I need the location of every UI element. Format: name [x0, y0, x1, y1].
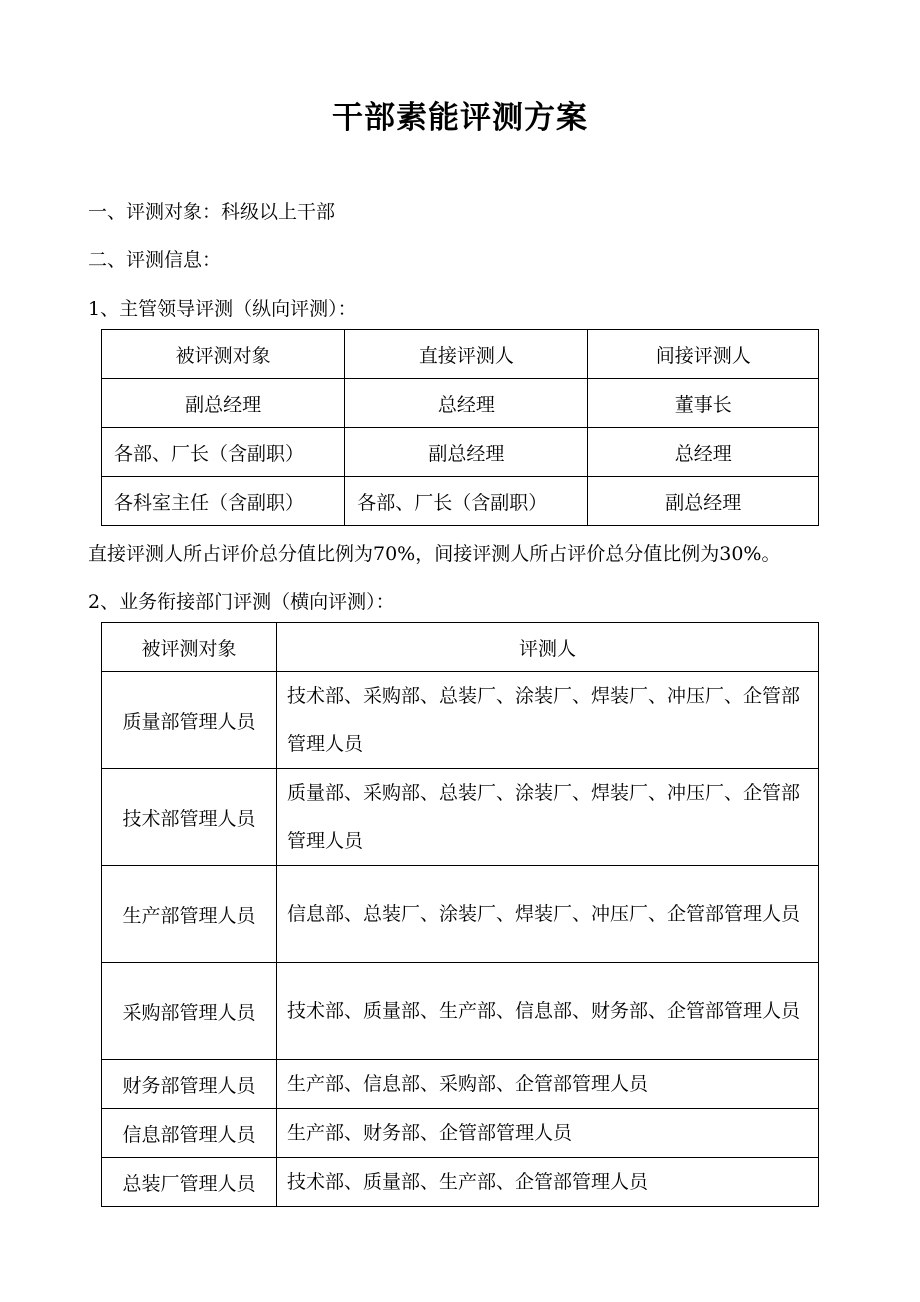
table-cell: 总装厂管理人员 — [102, 1158, 277, 1207]
table-cell: 副总经理 — [345, 428, 588, 477]
table-cell: 各部、厂长（含副职） — [102, 428, 345, 477]
header-cell: 被评测对象 — [102, 623, 277, 672]
table-row — [102, 428, 819, 477]
table-cell: 信息部管理人员 — [102, 1109, 277, 1158]
table-row — [102, 963, 819, 1060]
table-cell: 副总经理 — [102, 379, 345, 428]
table-cell: 生产部、财务部、企管部管理人员 — [277, 1109, 819, 1158]
header-cell: 评测人 — [277, 623, 819, 672]
table-cell: 技术部、质量部、生产部、企管部管理人员 — [277, 1158, 819, 1207]
table-cell: 副总经理 — [588, 477, 819, 526]
table-row — [102, 379, 819, 428]
table-cell: 各科室主任（含副职） — [102, 477, 345, 526]
table-cell: 生产部管理人员 — [102, 866, 277, 963]
table-cell: 质量部管理人员 — [102, 672, 277, 769]
table-cell: 技术部、采购部、总装厂、涂装厂、焊装厂、冲压厂、企管部管理人员 — [277, 672, 819, 769]
table-row — [102, 866, 819, 963]
vertical-evaluation-table — [101, 329, 819, 526]
table-row — [102, 769, 819, 866]
table-cell: 质量部、采购部、总装厂、涂装厂、焊装厂、冲压厂、企管部管理人员 — [277, 769, 819, 866]
table-row — [102, 672, 819, 769]
table-cell: 各部、厂长（含副职） — [345, 477, 588, 526]
table-cell: 董事长 — [588, 379, 819, 428]
subsection-vertical-evaluation: 1、主管领导评测（纵向评测）： — [88, 298, 357, 320]
table-cell: 生产部、信息部、采购部、企管部管理人员 — [277, 1060, 819, 1109]
table-row — [102, 1060, 819, 1109]
section-evaluation-target: 一、评测对象：科级以上干部 — [88, 201, 336, 223]
header-cell: 间接评测人 — [588, 330, 819, 379]
table-row — [102, 1109, 819, 1158]
table-cell: 总经理 — [345, 379, 588, 428]
table-cell: 采购部管理人员 — [102, 963, 277, 1060]
section-evaluation-info: 二、评测信息： — [88, 249, 222, 271]
table-cell: 财务部管理人员 — [102, 1060, 277, 1109]
header-cell: 被评测对象 — [102, 330, 345, 379]
table-row — [102, 1158, 819, 1207]
table-row — [102, 477, 819, 526]
table-header-row — [102, 330, 819, 379]
document-title: 干部素能评测方案 — [332, 100, 588, 136]
table-cell: 信息部、总装厂、涂装厂、焊装厂、冲压厂、企管部管理人员 — [277, 866, 819, 963]
table-cell: 技术部、质量部、生产部、信息部、财务部、企管部管理人员 — [277, 963, 819, 1060]
header-cell: 直接评测人 — [345, 330, 588, 379]
horizontal-evaluation-table — [101, 622, 819, 1207]
subsection-horizontal-evaluation: 2、业务衔接部门评测（横向评测）： — [88, 591, 395, 613]
table-header-row — [102, 623, 819, 672]
weight-ratio-note: 直接评测人所占评价总分值比例为70%，间接评测人所占评价总分值比例为30%。 — [88, 543, 781, 565]
table-cell: 总经理 — [588, 428, 819, 477]
table-cell: 技术部管理人员 — [102, 769, 277, 866]
